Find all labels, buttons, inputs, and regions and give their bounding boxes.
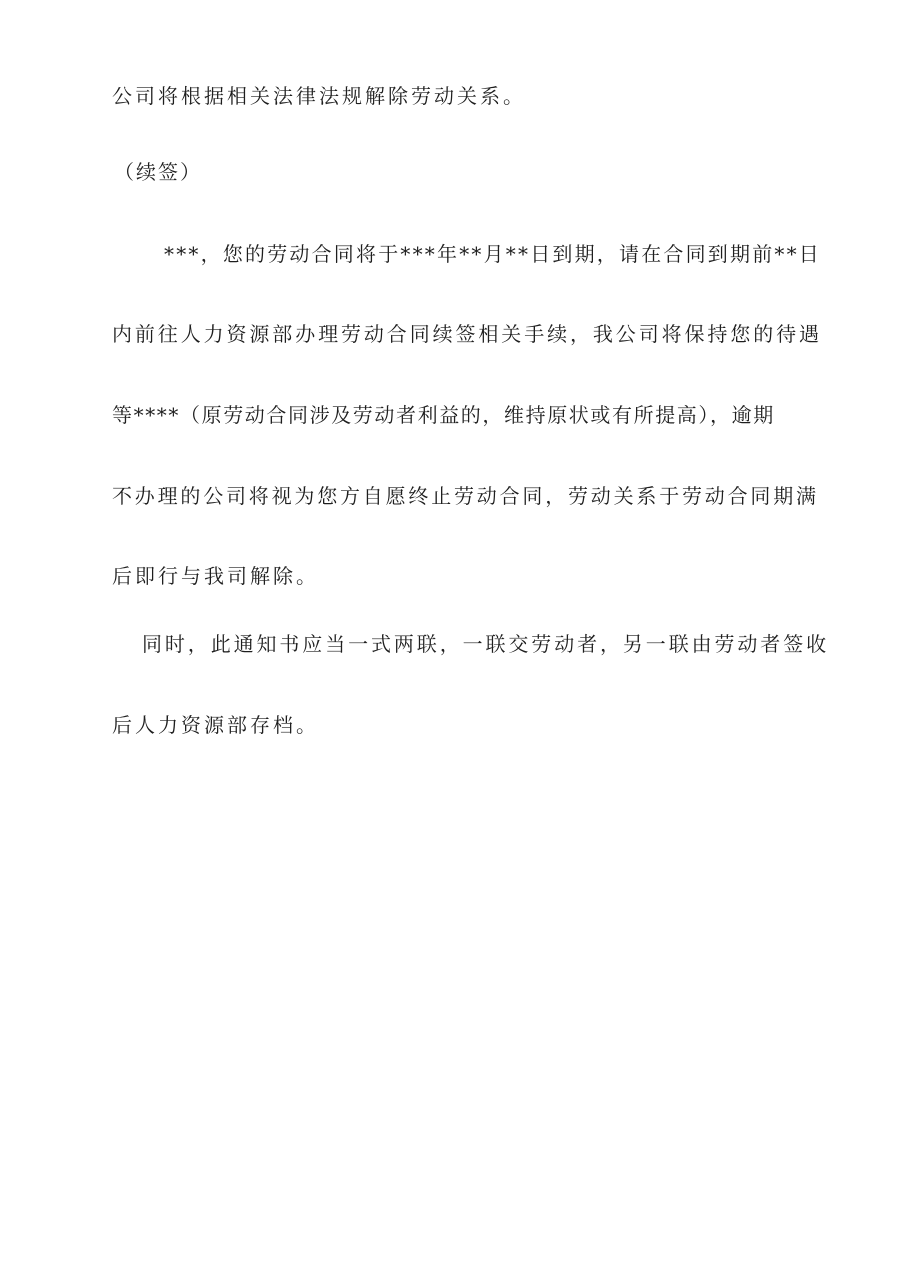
paragraph-renewal-line-1: ***，您的劳动合同将于***年**月**日到期，请在合同到期前**日 [164, 242, 821, 266]
paragraph-renewal-line-2: 内前往人力资源部办理劳动合同续签相关手续，我公司将保持您的待遇 [112, 322, 822, 346]
paragraph-termination-end: 公司将根据相关法律法规解除劳动关系。 [112, 84, 526, 108]
paragraph-renewal-line-5: 后即行与我司解除。 [112, 564, 319, 588]
paragraph-renewal-line-4: 不办理的公司将视为您方自愿终止劳动合同，劳动关系于劳动合同期满 [112, 484, 819, 508]
paragraph-copies-line-2: 后人力资源部存档。 [112, 713, 319, 737]
paragraph-renewal-line-3: 等****（原劳动合同涉及劳动者利益的，维持原状或有所提高），逾期 [112, 403, 775, 427]
paragraph-copies-line-1: 同时，此通知书应当一式两联，一联交劳动者，另一联由劳动者签收 [142, 632, 829, 656]
section-heading-renewal: （续签） [114, 160, 202, 184]
